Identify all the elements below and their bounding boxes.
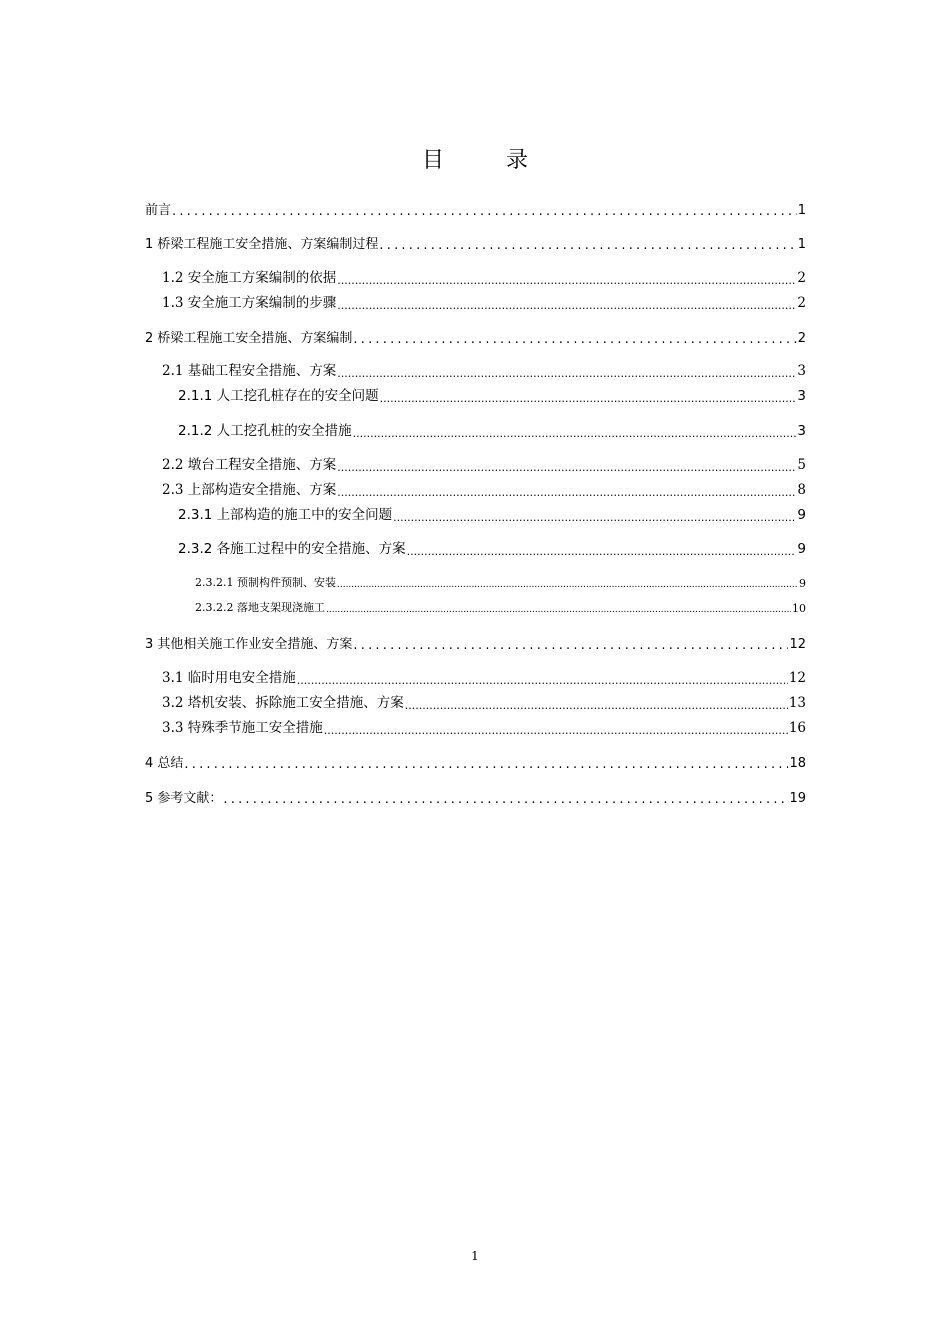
- toc-entry-2-1-2[interactable]: [178, 419, 806, 439]
- toc-entry-chapter-4[interactable]: [145, 751, 806, 771]
- toc-leader-dots: [326, 606, 791, 615]
- toc-entry-label: 2.3.2 各施工过程中的安全措施、方案: [178, 541, 406, 557]
- toc-entry-label: 2.1 基础工程安全措施、方案: [162, 363, 337, 379]
- toc-entry-label: 5 参考文献：: [145, 791, 223, 806]
- toc-entry-label: 3.3 特殊季节施工安全措施: [162, 720, 323, 736]
- toc-entry-2-2[interactable]: [162, 453, 806, 473]
- toc-entry-page: 2: [797, 331, 806, 346]
- toc-entry-label: 2.2 墩台工程安全措施、方案: [162, 457, 337, 473]
- toc-entry-preface[interactable]: [145, 198, 806, 218]
- toc-leader-dots: [337, 487, 796, 498]
- toc-leader-dots: [172, 205, 797, 218]
- toc-entry-label: 3.1 临时用电安全措施: [162, 670, 296, 686]
- toc-leader-dots: [223, 793, 788, 806]
- toc-entry-2-3-2-2[interactable]: [195, 597, 806, 615]
- toc-entry-page: 9: [799, 577, 806, 590]
- toc-leader-dots: [324, 725, 788, 736]
- toc-entry-page: 19: [789, 791, 806, 806]
- toc-entry-2-1[interactable]: [162, 359, 806, 379]
- toc-leader-dots: [337, 462, 796, 473]
- toc-entry-label: 2 桥梁工程施工安全措施、方案编制: [145, 331, 353, 346]
- toc-entry-3-2[interactable]: [162, 691, 806, 711]
- toc-entry-page: 8: [797, 482, 806, 498]
- toc-leader-dots: [353, 639, 788, 652]
- page-title: 目 录: [421, 148, 548, 173]
- toc-entry-label: 2.3.2.1 预制构件预制、安装: [195, 576, 336, 589]
- toc-leader-dots: [379, 239, 796, 252]
- toc-entry-1-2[interactable]: [162, 266, 806, 286]
- toc-entry-chapter-5[interactable]: [145, 786, 806, 806]
- toc-entry-page: 2: [797, 270, 806, 286]
- toc-entry-label: 4 总结: [145, 756, 184, 771]
- toc-entry-page: 10: [792, 602, 806, 615]
- toc-entry-label: 3 其他相关施工作业安全措施、方案: [145, 637, 353, 652]
- toc-entry-2-3-2[interactable]: [178, 537, 806, 557]
- toc-leader-dots: [337, 581, 798, 590]
- toc-entry-page: 12: [789, 637, 806, 652]
- toc-entry-3-3[interactable]: [162, 716, 806, 736]
- toc-entry-page: 2: [797, 295, 806, 311]
- toc-entry-label: 1.3 安全施工方案编制的步骤: [162, 295, 337, 311]
- toc-entry-page: 16: [788, 720, 806, 736]
- toc-leader-dots: [337, 368, 796, 379]
- toc-entry-2-1-1[interactable]: [178, 384, 806, 404]
- toc-entry-3-1[interactable]: [162, 666, 806, 686]
- toc-entry-label: 2.1.2 人工挖孔桩的安全措施: [178, 423, 352, 439]
- toc-leader-dots: [407, 546, 797, 557]
- toc-entry-page: 3: [797, 423, 806, 439]
- toc-leader-dots: [393, 512, 796, 523]
- toc-entry-label: 1 桥梁工程施工安全措施、方案编制过程: [145, 237, 379, 252]
- toc-entry-chapter-2[interactable]: [145, 326, 806, 346]
- toc-entry-page: 3: [797, 388, 806, 404]
- toc-entry-page: 1: [797, 203, 806, 218]
- page-number: 1: [471, 1249, 479, 1263]
- toc-entry-label: 3.2 塔机安装、拆除施工安全措施、方案: [162, 695, 404, 711]
- toc-entry-page: 18: [789, 756, 806, 771]
- toc-entry-label: 2.3.1 上部构造的施工中的安全问题: [178, 507, 393, 523]
- toc-entry-label: 前言: [145, 203, 172, 218]
- toc-entry-page: 3: [797, 363, 806, 379]
- toc-leader-dots: [353, 333, 796, 346]
- toc-leader-dots: [337, 275, 796, 286]
- toc-entry-page: 1: [797, 237, 806, 252]
- toc-entry-label: 2.3 上部构造安全措施、方案: [162, 482, 337, 498]
- toc-leader-dots: [337, 300, 796, 311]
- toc-entry-label: 2.1.1 人工挖孔桩存在的安全问题: [178, 388, 379, 404]
- toc-entry-chapter-3[interactable]: [145, 632, 806, 652]
- toc-entry-label: 1.2 安全施工方案编制的依据: [162, 270, 337, 286]
- toc-leader-dots: [405, 700, 788, 711]
- toc-entry-1-3[interactable]: [162, 291, 806, 311]
- toc-entry-chapter-1[interactable]: [145, 232, 806, 252]
- toc-entry-2-3-1[interactable]: [178, 503, 806, 523]
- toc-entry-page: 12: [788, 670, 806, 686]
- toc-entry-page: 9: [797, 507, 806, 523]
- toc-entry-2-3[interactable]: [162, 478, 806, 498]
- toc-entry-label: 2.3.2.2 落地支架现浇施工: [195, 601, 325, 614]
- toc-entry-page: 13: [788, 695, 806, 711]
- toc-entry-2-3-2-1[interactable]: [195, 572, 806, 590]
- toc-leader-dots: [353, 428, 797, 439]
- toc-leader-dots: [380, 393, 797, 404]
- toc-entry-page: 5: [797, 457, 806, 473]
- toc-entry-page: 9: [797, 541, 806, 557]
- toc-leader-dots: [297, 675, 788, 686]
- toc-leader-dots: [184, 758, 788, 771]
